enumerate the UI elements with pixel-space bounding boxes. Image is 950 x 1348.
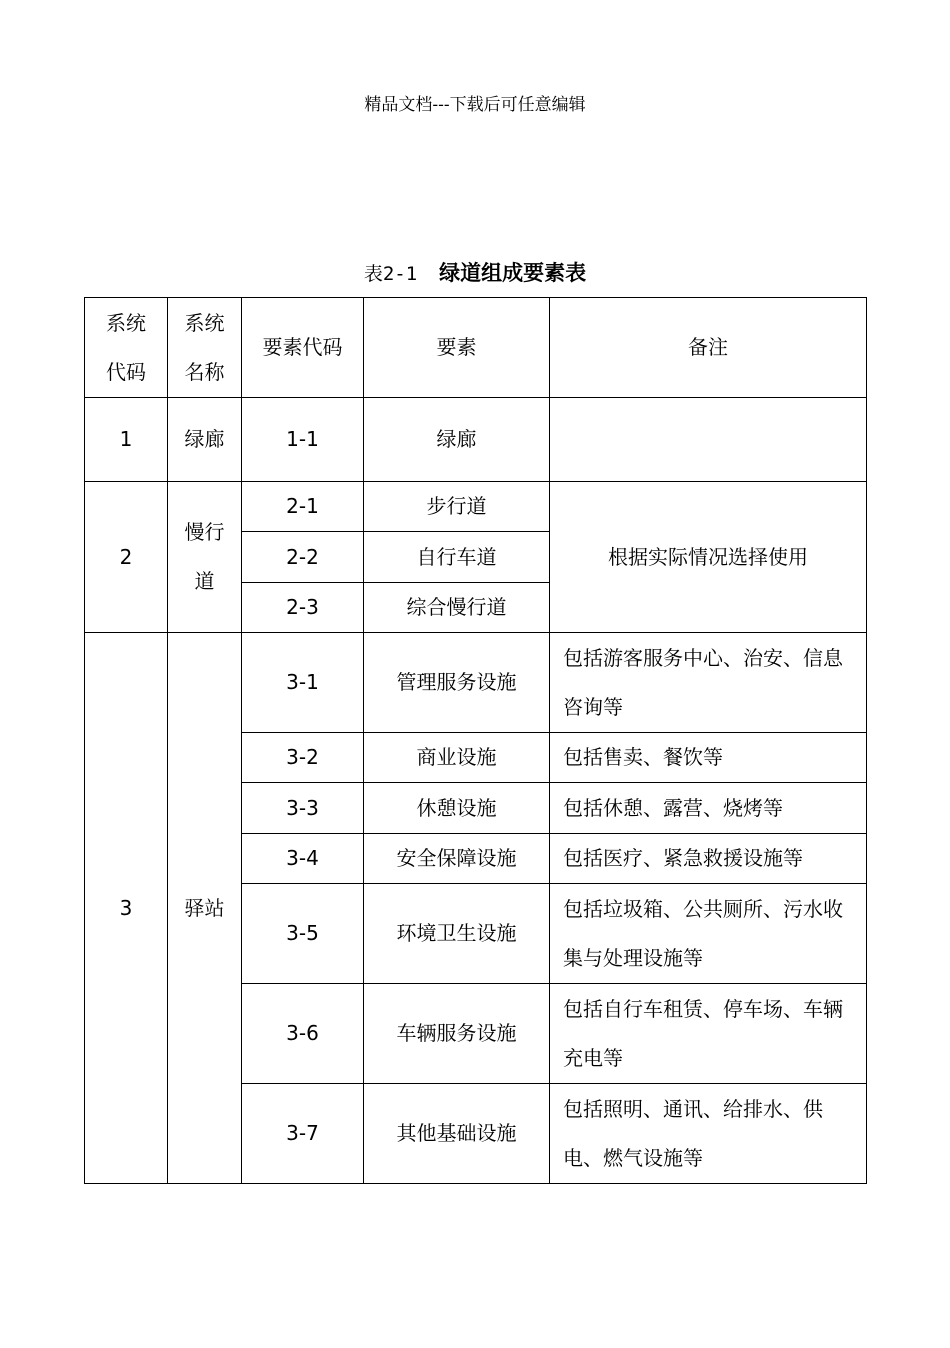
note-cell: 包括医疗、紧急救援设施等 <box>550 834 867 884</box>
note-cell: 包括游客服务中心、治安、信息咨询等 <box>550 633 867 733</box>
header-element: 要素 <box>364 298 550 398</box>
table-row <box>85 398 867 482</box>
table-title-text: 绿道组成要素表 <box>439 261 587 285</box>
note-cell: 包括垃圾箱、公共厕所、污水收集与处理设施等 <box>550 884 867 984</box>
elements-table <box>84 297 867 1184</box>
element-code-cell: 3-4 <box>242 834 364 884</box>
element-code-cell: 1-1 <box>242 398 364 482</box>
table-header-row <box>85 298 867 398</box>
table-title <box>0 258 950 289</box>
table-row <box>85 633 867 733</box>
element-code-cell: 3-3 <box>242 783 364 834</box>
element-code-cell: 3-6 <box>242 984 364 1084</box>
element-code-cell: 3-7 <box>242 1084 364 1184</box>
element-cell: 安全保障设施 <box>364 834 550 884</box>
note-cell: 包括售卖、餐饮等 <box>550 733 867 783</box>
element-cell: 自行车道 <box>364 532 550 583</box>
header-note: 备注 <box>550 298 867 398</box>
system-name-cell: 驿站 <box>168 633 242 1184</box>
element-cell: 休憩设施 <box>364 783 550 834</box>
table-number: 表2-1 <box>363 263 418 285</box>
system-code-cell: 1 <box>85 398 168 482</box>
system-name-cell: 慢行道 <box>168 482 242 633</box>
element-cell: 绿廊 <box>364 398 550 482</box>
system-code-cell: 3 <box>85 633 168 1184</box>
header-element-code: 要素代码 <box>242 298 364 398</box>
page-header: 精品文档---下载后可任意编辑 <box>364 95 586 115</box>
shared-note-cell: 根据实际情况选择使用 <box>550 482 867 633</box>
element-cell: 环境卫生设施 <box>364 884 550 984</box>
element-code-cell: 2-3 <box>242 583 364 633</box>
element-code-cell: 3-2 <box>242 733 364 783</box>
header-system-name: 系统名称 <box>168 298 242 398</box>
system-code-cell: 2 <box>85 482 168 633</box>
element-cell: 车辆服务设施 <box>364 984 550 1084</box>
header-system-code: 系统代码 <box>85 298 168 398</box>
note-cell <box>550 398 867 482</box>
element-cell: 其他基础设施 <box>364 1084 550 1184</box>
system-name-cell: 绿廊 <box>168 398 242 482</box>
table-row <box>85 482 867 532</box>
element-cell: 综合慢行道 <box>364 583 550 633</box>
element-code-cell: 3-1 <box>242 633 364 733</box>
element-code-cell: 3-5 <box>242 884 364 984</box>
element-cell: 管理服务设施 <box>364 633 550 733</box>
note-cell: 包括自行车租赁、停车场、车辆充电等 <box>550 984 867 1084</box>
note-cell: 包括照明、通讯、给排水、供电、燃气设施等 <box>550 1084 867 1184</box>
element-cell: 商业设施 <box>364 733 550 783</box>
element-code-cell: 2-2 <box>242 532 364 583</box>
element-cell: 步行道 <box>364 482 550 532</box>
element-code-cell: 2-1 <box>242 482 364 532</box>
note-cell: 包括休憩、露营、烧烤等 <box>550 783 867 834</box>
